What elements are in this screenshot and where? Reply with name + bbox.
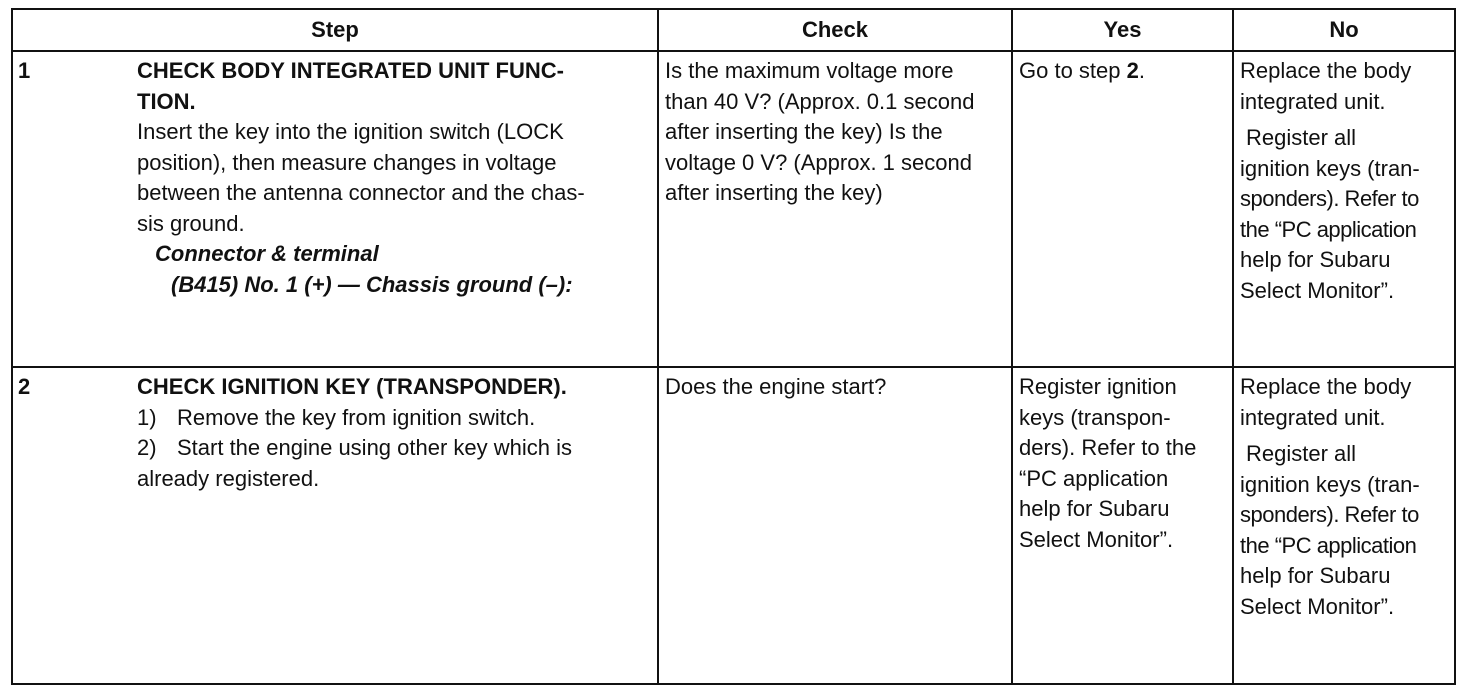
- step-title-line: TION.: [137, 88, 196, 114]
- substep: [137, 403, 651, 434]
- substep-text: Start the engine using other key which is: [177, 435, 573, 460]
- step-body-line: sis ground.: [137, 210, 245, 236]
- substep-text: Remove the key from ignition switch.: [177, 404, 536, 430]
- yes-text: Go to step: [1019, 58, 1127, 83]
- substep-prefix: 1): [137, 404, 157, 430]
- no-line: Register all: [1246, 441, 1357, 466]
- check-line: Does the engine start?: [665, 374, 887, 399]
- check-line: after inserting the key): [665, 180, 883, 205]
- no-line: help for Subaru: [1240, 247, 1391, 272]
- yes-line: Register ignition: [1019, 374, 1177, 399]
- header-check: Check: [658, 9, 1012, 51]
- no-line: Replace the body: [1240, 58, 1412, 83]
- step-cell: [12, 367, 658, 684]
- check-cell: [658, 367, 1012, 684]
- no-line: help for Subaru: [1240, 563, 1391, 588]
- header-yes: Yes: [1012, 9, 1233, 51]
- yes-cell: [1012, 51, 1233, 367]
- no-line: Register all: [1246, 125, 1357, 150]
- yes-line: “PC application: [1019, 465, 1169, 491]
- condition-label: Connector & terminal: [155, 241, 379, 266]
- check-line: Is the maximum voltage more: [665, 58, 954, 83]
- yes-line: help for Subaru: [1019, 496, 1170, 521]
- step-number: 2: [18, 374, 31, 399]
- step-number: 1: [18, 58, 31, 83]
- substep-prefix: 2): [137, 435, 157, 460]
- no-line: Select Monitor”.: [1240, 277, 1395, 303]
- no-cell: [1233, 367, 1455, 684]
- yes-step-link: 2: [1126, 58, 1139, 83]
- no-cell: [1233, 51, 1455, 367]
- header-no: No: [1233, 9, 1455, 51]
- step-body-line: between the antenna connector and the chas-: [137, 180, 585, 205]
- yes-text-suffix: .: [1138, 58, 1145, 83]
- no-line: ignition keys (tran-: [1240, 155, 1420, 181]
- no-line: integrated unit.: [1240, 404, 1386, 430]
- yes-line: ders). Refer to the: [1019, 435, 1197, 460]
- no-line: sponders). Refer to: [1240, 186, 1419, 211]
- step-cell: [12, 51, 658, 367]
- header-step: Step: [12, 9, 658, 51]
- check-line: than 40 V? (Approx. 0.1 second: [665, 88, 975, 114]
- table-row: [12, 367, 1455, 684]
- yes-cell: [1012, 367, 1233, 684]
- yes-line: Select Monitor”.: [1019, 526, 1174, 552]
- check-line: voltage 0 V? (Approx. 1 second: [665, 149, 972, 175]
- substep-continuation: already registered.: [137, 465, 320, 491]
- step-body-line: position), then measure changes in voltage: [137, 149, 557, 175]
- no-line: Replace the body: [1240, 374, 1412, 399]
- step-body-line: Insert the key into the ignition switch (LOCK: [137, 119, 564, 144]
- condition-value: (B415) No. 1 (+) — Chassis ground (–):: [171, 271, 573, 297]
- no-line: the “PC application: [1240, 216, 1417, 242]
- no-line: the “PC application: [1240, 532, 1417, 558]
- no-line: ignition keys (tran-: [1240, 471, 1420, 497]
- step-title-line: CHECK BODY INTEGRATED UNIT FUNC-: [137, 58, 564, 83]
- check-line: after inserting the key) Is the: [665, 119, 943, 144]
- table-row: [12, 51, 1455, 367]
- table-header-row: [12, 9, 1455, 51]
- step-title-line: CHECK IGNITION KEY (TRANSPONDER).: [137, 374, 567, 399]
- yes-line: keys (transpon-: [1019, 404, 1171, 430]
- check-cell: [658, 51, 1012, 367]
- diagnostic-table: [11, 8, 1456, 685]
- substep: [137, 433, 651, 464]
- no-line: integrated unit.: [1240, 88, 1386, 114]
- no-line: Select Monitor”.: [1240, 593, 1395, 619]
- no-line: sponders). Refer to: [1240, 502, 1419, 527]
